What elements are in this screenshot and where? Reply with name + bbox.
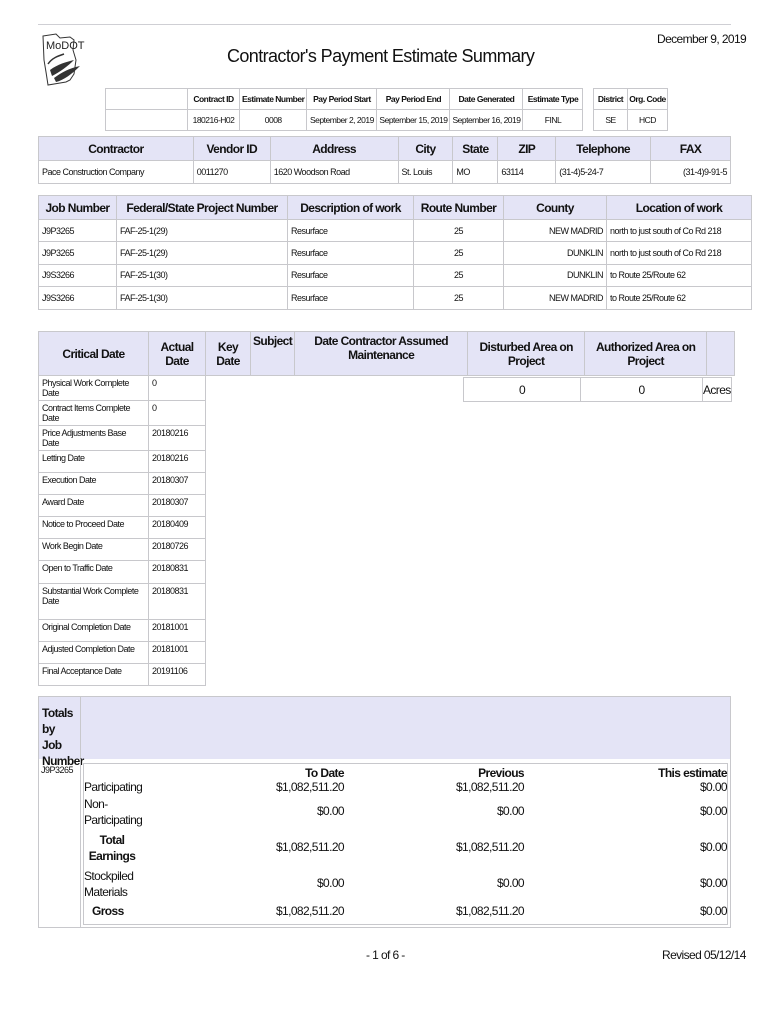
org-code-value: HCD	[628, 110, 668, 131]
critical-date-header: Critical Date	[39, 332, 149, 376]
vendor-id: 0011270	[193, 161, 270, 184]
table-row	[39, 495, 206, 517]
project-number: FAF-25-1(30)	[117, 264, 288, 286]
stockpiled-to-date: $0.00	[316, 876, 344, 890]
estimate-type-header: Estimate Type	[523, 89, 583, 110]
disturbed-area-value: 0	[464, 378, 581, 402]
vendor-id-header: Vendor ID	[193, 137, 270, 161]
date-value: 20180216	[149, 451, 206, 473]
total-earnings-to-date: $1,082,511.20	[275, 840, 344, 854]
location: north to just south of Co Rd 218	[607, 242, 752, 264]
zip-header: ZIP	[498, 137, 556, 161]
previous-header: Previous	[478, 766, 524, 780]
row-label-gross: Gross	[92, 904, 124, 918]
stockpiled-previous: $0.00	[496, 876, 524, 890]
table-row	[39, 473, 206, 495]
date-value: 20180216	[149, 426, 206, 451]
org-code-header: Org. Code	[628, 89, 668, 110]
date-value: 20191106	[149, 663, 206, 685]
participating-previous: $1,082,511.20	[455, 780, 524, 794]
date-value: 20181001	[149, 641, 206, 663]
svg-text:MoDOT: MoDOT	[46, 40, 85, 52]
date-value: 20180726	[149, 539, 206, 561]
district-value: SE	[594, 110, 628, 131]
description-header: Description of work	[288, 196, 414, 220]
report-date: December 9, 2019	[657, 32, 747, 46]
state-header: State	[453, 137, 498, 161]
city: St. Louis	[398, 161, 453, 184]
key-date-header: Key Date	[206, 332, 251, 376]
total-earnings-this: $0.00	[699, 840, 727, 854]
job-number: J9P3265	[39, 220, 117, 242]
date-label: Adjusted Completion Date	[39, 641, 149, 663]
estimate-number-header: Estimate Number	[240, 89, 307, 110]
project-number-header: Federal/State Project Number	[117, 196, 288, 220]
page-number: - 1 of 6 -	[366, 948, 405, 962]
subject-header: Subject	[251, 332, 295, 376]
nonparticipating-previous: $0.00	[496, 804, 524, 818]
date-value: 20181001	[149, 619, 206, 641]
table-row	[39, 517, 206, 539]
address: 1620 Woodson Road	[270, 161, 398, 184]
county: DUNKLIN	[504, 264, 607, 286]
route-number: 25	[414, 242, 504, 264]
pay-period-start-value: September 2, 2019	[307, 110, 377, 131]
totals-job-number: J9P3265	[41, 765, 74, 775]
contractor-name: Pace Construction Company	[39, 161, 194, 184]
authorized-area-header: Authorized Area on Project	[585, 332, 707, 376]
participating-this: $0.00	[699, 780, 727, 794]
nonparticipating-this: $0.00	[699, 804, 727, 818]
date-label: Original Completion Date	[39, 619, 149, 641]
nonparticipating-to-date: $0.00	[316, 804, 344, 818]
stockpiled-this: $0.00	[699, 876, 727, 890]
job-column	[39, 759, 81, 927]
date-value: 20180307	[149, 473, 206, 495]
date-label: Notice to Proceed Date	[39, 517, 149, 539]
pay-period-start-header: Pay Period Start	[307, 89, 377, 110]
fax: (31-4)9-91-5	[651, 161, 731, 184]
unit-header-blank	[707, 332, 735, 376]
date-value: 20180409	[149, 517, 206, 539]
disturbed-area-header: Disturbed Area on Project	[468, 332, 585, 376]
page-title: Contractor's Payment Estimate Summary	[227, 46, 535, 66]
date-label: Award Date	[39, 495, 149, 517]
county: NEW MADRID	[504, 287, 607, 309]
row-label-stockpiled: Stockpiled Materials	[84, 869, 134, 899]
description: Resurface	[288, 242, 414, 264]
table-row	[39, 287, 752, 309]
gross-previous: $1,082,511.20	[455, 904, 524, 918]
zip: 63114	[498, 161, 556, 184]
contract-id-header: Contract ID	[188, 89, 240, 110]
location-header: Location of work	[607, 196, 752, 220]
row-label-nonparticipating: Non-Participating	[84, 797, 143, 827]
contractor-table	[38, 136, 731, 184]
date-label: Execution Date	[39, 473, 149, 495]
table-row	[39, 264, 752, 286]
route-number-header: Route Number	[414, 196, 504, 220]
table-row	[39, 663, 206, 685]
date-value: 20180831	[149, 561, 206, 583]
total-earnings-previous: $1,082,511.20	[455, 840, 524, 854]
this-estimate-header: This estimate	[658, 766, 727, 780]
date-value: 0	[149, 376, 206, 401]
date-label: Substantial Work Complete Date	[39, 583, 149, 619]
summary-blank-cell	[106, 89, 188, 110]
date-label: Final Acceptance Date	[39, 663, 149, 685]
job-table	[38, 195, 752, 310]
route-number: 25	[414, 220, 504, 242]
row-label-participating: Participating	[84, 780, 143, 794]
telephone: (31-4)5-24-7	[556, 161, 651, 184]
date-label: Physical Work Complete Date	[39, 376, 149, 401]
modot-logo	[40, 30, 102, 90]
county: NEW MADRID	[504, 220, 607, 242]
job-number-header: Job Number	[39, 196, 117, 220]
description: Resurface	[288, 287, 414, 309]
description: Resurface	[288, 264, 414, 286]
telephone-header: Telephone	[556, 137, 651, 161]
location: to Route 25/Route 62	[607, 287, 752, 309]
totals-section	[38, 696, 731, 928]
contractor-header: Contractor	[39, 137, 194, 161]
date-label: Open to Traffic Date	[39, 561, 149, 583]
fax-header: FAX	[651, 137, 731, 161]
description: Resurface	[288, 220, 414, 242]
estimate-type-value: FINL	[523, 110, 583, 131]
table-row	[39, 242, 752, 264]
date-value: 0	[149, 401, 206, 426]
date-generated-value: September 16, 2019	[450, 110, 523, 131]
job-number: J9S3266	[39, 264, 117, 286]
pay-period-end-value: September 15, 2019	[377, 110, 450, 131]
city-header: City	[398, 137, 453, 161]
district-header: District	[594, 89, 628, 110]
estimate-number-value: 0008	[240, 110, 307, 131]
area-unit: Acres	[703, 378, 732, 402]
top-rule	[38, 24, 731, 25]
area-values	[463, 377, 732, 402]
estimate-summary-table	[105, 88, 583, 131]
date-value: 20180831	[149, 583, 206, 619]
table-row	[39, 451, 206, 473]
critical-dates-table	[38, 375, 206, 686]
date-generated-header: Date Generated	[450, 89, 523, 110]
date-value: 20180307	[149, 495, 206, 517]
table-row	[39, 220, 752, 242]
table-row	[39, 619, 206, 641]
totals-header-bar	[39, 697, 730, 768]
gross-to-date: $1,082,511.20	[275, 904, 344, 918]
totals-label: Totals by Job Number	[39, 697, 81, 759]
route-number: 25	[414, 287, 504, 309]
summary-blank-cell	[106, 110, 188, 131]
job-number: J9P3265	[39, 242, 117, 264]
gross-this: $0.00	[699, 904, 727, 918]
date-label: Work Begin Date	[39, 539, 149, 561]
totals-grid	[83, 763, 728, 925]
table-row	[39, 426, 206, 451]
participating-to-date: $1,082,511.20	[275, 780, 344, 794]
contract-id-value: 180216-H02	[188, 110, 240, 131]
table-row	[39, 583, 206, 619]
address-header: Address	[270, 137, 398, 161]
to-date-header: To Date	[305, 766, 344, 780]
row-label-total-earnings: Total Earnings	[88, 833, 136, 863]
critical-dates-header	[38, 331, 735, 376]
maintenance-header: Date Contractor Assumed Maintenance	[295, 332, 468, 376]
authorized-area-value: 0	[581, 378, 703, 402]
table-row	[39, 641, 206, 663]
project-number: FAF-25-1(29)	[117, 220, 288, 242]
job-number: J9S3266	[39, 287, 117, 309]
route-number: 25	[414, 264, 504, 286]
date-label: Price Adjustments Base Date	[39, 426, 149, 451]
state: MO	[453, 161, 498, 184]
date-label: Letting Date	[39, 451, 149, 473]
table-row	[39, 401, 206, 426]
date-label: Contract Items Complete Date	[39, 401, 149, 426]
county-header: County	[504, 196, 607, 220]
project-number: FAF-25-1(30)	[117, 287, 288, 309]
table-row	[39, 561, 206, 583]
county: DUNKLIN	[504, 242, 607, 264]
project-number: FAF-25-1(29)	[117, 242, 288, 264]
pay-period-end-header: Pay Period End	[377, 89, 450, 110]
table-row	[39, 539, 206, 561]
location: to Route 25/Route 62	[607, 264, 752, 286]
actual-date-header: Actual Date	[149, 332, 206, 376]
district-table	[593, 88, 668, 131]
location: north to just south of Co Rd 218	[607, 220, 752, 242]
table-row	[39, 376, 206, 401]
revised-date: Revised 05/12/14	[662, 948, 746, 962]
